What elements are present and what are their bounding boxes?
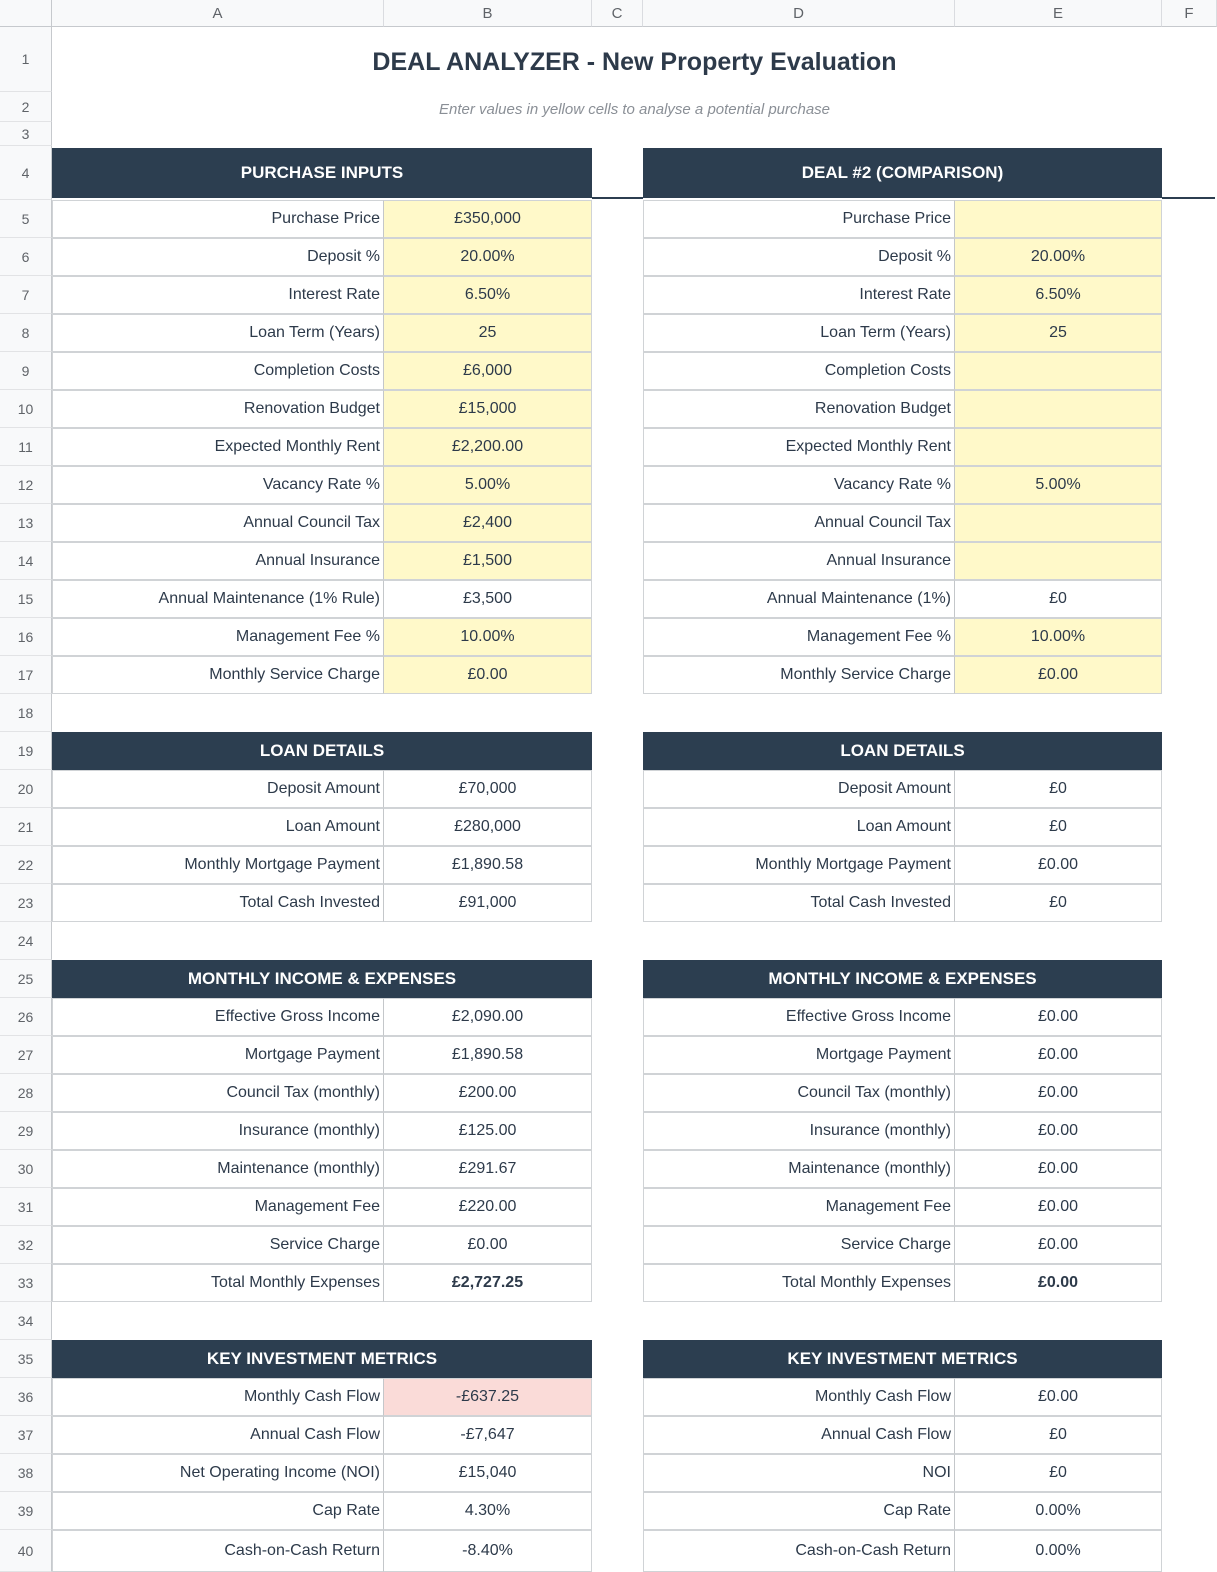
left-loan-row: [52, 808, 592, 846]
left-loan-row: [52, 846, 592, 884]
label-cell[interactable]: Cap Rate: [643, 1492, 955, 1530]
right-metrics-row: [643, 1492, 1162, 1530]
input-cell[interactable]: 25: [384, 314, 592, 352]
sheet-subtitle[interactable]: Enter values in yellow cells to analyse a potential purchase: [438, 100, 831, 118]
value-cell[interactable]: £0.00: [955, 1188, 1162, 1226]
label-cell[interactable]: Annual Council Tax: [643, 504, 955, 542]
label-cell[interactable]: Renovation Budget: [52, 390, 384, 428]
label-cell[interactable]: Monthly Cash Flow: [52, 1378, 384, 1416]
row-header-13[interactable]: 13: [0, 504, 52, 542]
row-header-40[interactable]: 40: [0, 1530, 52, 1572]
label-cell[interactable]: Purchase Price: [52, 200, 384, 238]
label-cell[interactable]: Monthly Cash Flow: [643, 1378, 955, 1416]
input-cell[interactable]: 25: [955, 314, 1162, 352]
left-income-row: [52, 1036, 592, 1074]
value-cell[interactable]: £0.00: [955, 1226, 1162, 1264]
left-purchase-row: [52, 276, 592, 314]
label-cell[interactable]: Council Tax (monthly): [643, 1074, 955, 1112]
label-cell[interactable]: Cash-on-Cash Return: [52, 1530, 384, 1572]
right-income-row: [643, 1036, 1162, 1074]
left-metrics-row: [52, 1530, 592, 1572]
column-header-f[interactable]: F: [1162, 0, 1217, 27]
left-purchase-header[interactable]: PURCHASE INPUTS: [52, 148, 592, 198]
left-metrics-row: [52, 1416, 592, 1454]
label-cell[interactable]: Loan Term (Years): [52, 314, 384, 352]
label-cell[interactable]: Effective Gross Income: [52, 998, 384, 1036]
label-cell[interactable]: Annual Council Tax: [52, 504, 384, 542]
input-cell[interactable]: £15,000: [384, 390, 592, 428]
value-cell[interactable]: £0.00: [955, 1378, 1162, 1416]
label-cell[interactable]: Management Fee: [643, 1188, 955, 1226]
row-header-3[interactable]: 3: [0, 122, 52, 146]
value-cell[interactable]: £1,890.58: [384, 846, 592, 884]
input-cell[interactable]: [955, 542, 1162, 580]
value-cell[interactable]: £0.00: [384, 1226, 592, 1264]
right-purchase-row: [643, 656, 1162, 694]
left-purchase-row: [52, 314, 592, 352]
left-income-row: [52, 1112, 592, 1150]
value-cell[interactable]: 0.00%: [955, 1492, 1162, 1530]
right-purchase-row: [643, 542, 1162, 580]
input-cell[interactable]: [955, 200, 1162, 238]
right-income-row: [643, 1264, 1162, 1302]
right-loan-header[interactable]: LOAN DETAILS: [643, 732, 1162, 770]
label-cell[interactable]: Expected Monthly Rent: [52, 428, 384, 466]
row-header-14[interactable]: 14: [0, 542, 52, 580]
row-header-7[interactable]: 7: [0, 276, 52, 314]
label-cell[interactable]: Maintenance (monthly): [52, 1150, 384, 1188]
row-header-11[interactable]: 11: [0, 428, 52, 466]
left-purchase-row: [52, 238, 592, 276]
input-cell[interactable]: 10.00%: [384, 618, 592, 656]
right-loan-row: [643, 770, 1162, 808]
right-loan-row: [643, 808, 1162, 846]
label-cell[interactable]: Total Monthly Expenses: [52, 1264, 384, 1302]
left-purchase-row: [52, 504, 592, 542]
right-purchase-header[interactable]: DEAL #2 (COMPARISON): [643, 148, 1162, 198]
column-header-e[interactable]: E: [955, 0, 1162, 27]
sheet-title[interactable]: DEAL ANALYZER - New Property Evaluation: [372, 47, 897, 76]
label-cell[interactable]: Deposit Amount: [52, 770, 384, 808]
label-cell[interactable]: Completion Costs: [52, 352, 384, 390]
input-cell[interactable]: 20.00%: [384, 238, 592, 276]
label-cell[interactable]: Management Fee: [52, 1188, 384, 1226]
value-cell[interactable]: -8.40%: [384, 1530, 592, 1572]
right-income-row: [643, 1226, 1162, 1264]
row-header-1[interactable]: 1: [0, 27, 52, 92]
label-cell[interactable]: Maintenance (monthly): [643, 1150, 955, 1188]
label-cell[interactable]: Service Charge: [643, 1226, 955, 1264]
label-cell[interactable]: Total Cash Invested: [643, 884, 955, 922]
row-header-4[interactable]: 4: [0, 146, 52, 200]
label-cell[interactable]: Vacancy Rate %: [643, 466, 955, 504]
label-cell[interactable]: Deposit %: [52, 238, 384, 276]
right-income-row: [643, 1150, 1162, 1188]
label-cell[interactable]: Interest Rate: [643, 276, 955, 314]
input-cell[interactable]: [955, 504, 1162, 542]
right-purchase-row: [643, 390, 1162, 428]
right-purchase-row: [643, 618, 1162, 656]
row-header-2[interactable]: 2: [0, 92, 52, 122]
right-metrics-row: [643, 1416, 1162, 1454]
left-income-row: [52, 1150, 592, 1188]
label-cell[interactable]: Monthly Mortgage Payment: [643, 846, 955, 884]
right-purchase-row: [643, 200, 1162, 238]
value-cell[interactable]: £291.67: [384, 1150, 592, 1188]
header-border-1: [592, 197, 643, 199]
value-cell[interactable]: £0: [955, 1416, 1162, 1454]
right-purchase-row: [643, 504, 1162, 542]
label-cell[interactable]: Vacancy Rate %: [52, 466, 384, 504]
row-header-22[interactable]: 22: [0, 846, 52, 884]
label-cell[interactable]: Annual Insurance: [643, 542, 955, 580]
input-cell[interactable]: £0.00: [955, 656, 1162, 694]
label-cell[interactable]: Deposit Amount: [643, 770, 955, 808]
right-purchase-row: [643, 466, 1162, 504]
value-cell[interactable]: £220.00: [384, 1188, 592, 1226]
left-income-row: [52, 1074, 592, 1112]
label-cell[interactable]: Annual Cash Flow: [52, 1416, 384, 1454]
value-cell[interactable]: £0: [955, 884, 1162, 922]
label-cell[interactable]: Interest Rate: [52, 276, 384, 314]
row-header-15[interactable]: 15: [0, 580, 52, 618]
label-cell[interactable]: Effective Gross Income: [643, 998, 955, 1036]
row-header-8[interactable]: 8: [0, 314, 52, 352]
row-header-35[interactable]: 35: [0, 1340, 52, 1378]
input-cell[interactable]: 5.00%: [384, 466, 592, 504]
label-cell[interactable]: Loan Amount: [643, 808, 955, 846]
label-cell[interactable]: Loan Term (Years): [643, 314, 955, 352]
label-cell[interactable]: Management Fee %: [52, 618, 384, 656]
right-purchase-row: [643, 314, 1162, 352]
label-cell[interactable]: Insurance (monthly): [52, 1112, 384, 1150]
row-header-34[interactable]: 34: [0, 1302, 52, 1340]
left-purchase-row: [52, 428, 592, 466]
row-header-5[interactable]: 5: [0, 200, 52, 238]
row-header-21[interactable]: 21: [0, 808, 52, 846]
left-metrics-row: [52, 1492, 592, 1530]
right-purchase-row: [643, 580, 1162, 618]
row-header-19[interactable]: 19: [0, 732, 52, 770]
row-header-32[interactable]: 32: [0, 1226, 52, 1264]
label-cell[interactable]: Monthly Service Charge: [52, 656, 384, 694]
input-cell[interactable]: 10.00%: [955, 618, 1162, 656]
value-cell[interactable]: £0.00: [955, 1150, 1162, 1188]
right-metrics-header[interactable]: KEY INVESTMENT METRICS: [643, 1340, 1162, 1378]
label-cell[interactable]: Mortgage Payment: [52, 1036, 384, 1074]
row-header-10[interactable]: 10: [0, 390, 52, 428]
left-purchase-row: [52, 656, 592, 694]
label-cell[interactable]: Renovation Budget: [643, 390, 955, 428]
value-cell[interactable]: £0.00: [955, 1074, 1162, 1112]
column-header-a[interactable]: A: [52, 0, 384, 27]
right-income-row: [643, 1112, 1162, 1150]
input-cell[interactable]: £1,500: [384, 542, 592, 580]
value-cell[interactable]: £1,890.58: [384, 1036, 592, 1074]
left-loan-header[interactable]: LOAN DETAILS: [52, 732, 592, 770]
left-purchase-row: [52, 200, 592, 238]
label-cell[interactable]: Mortgage Payment: [643, 1036, 955, 1074]
column-header-b[interactable]: B: [384, 0, 592, 27]
value-cell[interactable]: £3,500: [384, 580, 592, 618]
right-income-row: [643, 998, 1162, 1036]
value-cell[interactable]: £0.00: [955, 998, 1162, 1036]
left-purchase-row: [52, 542, 592, 580]
value-cell[interactable]: £0.00: [955, 1036, 1162, 1074]
input-cell[interactable]: £6,000: [384, 352, 592, 390]
row-header-9[interactable]: 9: [0, 352, 52, 390]
row-header-28[interactable]: 28: [0, 1074, 52, 1112]
left-purchase-row: [52, 390, 592, 428]
row-header-20[interactable]: 20: [0, 770, 52, 808]
label-cell[interactable]: Loan Amount: [52, 808, 384, 846]
label-cell[interactable]: Deposit %: [643, 238, 955, 276]
value-cell[interactable]: £0: [955, 808, 1162, 846]
input-cell[interactable]: £2,200.00: [384, 428, 592, 466]
left-purchase-row: [52, 466, 592, 504]
input-cell[interactable]: 6.50%: [955, 276, 1162, 314]
right-metrics-row: [643, 1378, 1162, 1416]
value-cell[interactable]: £15,040: [384, 1454, 592, 1492]
value-cell[interactable]: £0.00: [955, 846, 1162, 884]
value-cell[interactable]: £2,727.25: [384, 1264, 592, 1302]
right-purchase-row: [643, 428, 1162, 466]
input-cell[interactable]: 6.50%: [384, 276, 592, 314]
value-cell[interactable]: -£637.25: [384, 1378, 592, 1416]
value-cell[interactable]: £0: [955, 580, 1162, 618]
value-cell[interactable]: £0: [955, 770, 1162, 808]
label-cell[interactable]: Annual Cash Flow: [643, 1416, 955, 1454]
right-purchase-row: [643, 352, 1162, 390]
value-cell[interactable]: £91,000: [384, 884, 592, 922]
label-cell[interactable]: Service Charge: [52, 1226, 384, 1264]
row-header-16[interactable]: 16: [0, 618, 52, 656]
select-all-corner[interactable]: [0, 0, 52, 27]
label-cell[interactable]: Insurance (monthly): [643, 1112, 955, 1150]
row-header-37[interactable]: 37: [0, 1416, 52, 1454]
value-cell[interactable]: 4.30%: [384, 1492, 592, 1530]
label-cell[interactable]: Council Tax (monthly): [52, 1074, 384, 1112]
row-header-38[interactable]: 38: [0, 1454, 52, 1492]
row-header-39[interactable]: 39: [0, 1492, 52, 1530]
input-cell[interactable]: £350,000: [384, 200, 592, 238]
row-header-24[interactable]: 24: [0, 922, 52, 960]
input-cell[interactable]: 5.00%: [955, 466, 1162, 504]
value-cell[interactable]: £200.00: [384, 1074, 592, 1112]
column-header-d[interactable]: D: [643, 0, 955, 27]
label-cell[interactable]: Purchase Price: [643, 200, 955, 238]
header-border-2: [1162, 197, 1215, 199]
label-cell[interactable]: Total Cash Invested: [52, 884, 384, 922]
value-cell[interactable]: £2,090.00: [384, 998, 592, 1036]
right-income-row: [643, 1074, 1162, 1112]
label-cell[interactable]: Cap Rate: [52, 1492, 384, 1530]
left-purchase-row: [52, 352, 592, 390]
row-header-27[interactable]: 27: [0, 1036, 52, 1074]
value-cell[interactable]: £280,000: [384, 808, 592, 846]
left-income-row: [52, 998, 592, 1036]
value-cell[interactable]: 0.00%: [955, 1530, 1162, 1572]
left-loan-row: [52, 770, 592, 808]
input-cell[interactable]: [955, 390, 1162, 428]
row-header-33[interactable]: 33: [0, 1264, 52, 1302]
left-purchase-row: [52, 618, 592, 656]
label-cell[interactable]: Monthly Service Charge: [643, 656, 955, 694]
value-cell[interactable]: £70,000: [384, 770, 592, 808]
right-metrics-row: [643, 1454, 1162, 1492]
left-income-row: [52, 1264, 592, 1302]
right-income-row: [643, 1188, 1162, 1226]
label-cell[interactable]: Total Monthly Expenses: [643, 1264, 955, 1302]
left-income-row: [52, 1226, 592, 1264]
row-header-25[interactable]: 25: [0, 960, 52, 998]
value-cell[interactable]: £125.00: [384, 1112, 592, 1150]
label-cell[interactable]: Annual Maintenance (1% Rule): [52, 580, 384, 618]
input-cell[interactable]: £2,400: [384, 504, 592, 542]
row-header-23[interactable]: 23: [0, 884, 52, 922]
left-purchase-row: [52, 580, 592, 618]
label-cell[interactable]: Annual Maintenance (1%): [643, 580, 955, 618]
input-cell[interactable]: [955, 428, 1162, 466]
row-header-29[interactable]: 29: [0, 1112, 52, 1150]
right-metrics-row: [643, 1530, 1162, 1572]
row-header-36[interactable]: 36: [0, 1378, 52, 1416]
label-cell[interactable]: Cash-on-Cash Return: [643, 1530, 955, 1572]
input-cell[interactable]: £0.00: [384, 656, 592, 694]
left-metrics-row: [52, 1378, 592, 1416]
label-cell[interactable]: Monthly Mortgage Payment: [52, 846, 384, 884]
row-header-30[interactable]: 30: [0, 1150, 52, 1188]
value-cell[interactable]: £0.00: [955, 1264, 1162, 1302]
right-loan-row: [643, 884, 1162, 922]
row-header-12[interactable]: 12: [0, 466, 52, 504]
right-purchase-row: [643, 276, 1162, 314]
right-income-header[interactable]: MONTHLY INCOME & EXPENSES: [643, 960, 1162, 998]
input-cell[interactable]: 20.00%: [955, 238, 1162, 276]
left-income-row: [52, 1188, 592, 1226]
label-cell[interactable]: NOI: [643, 1454, 955, 1492]
row-header-6[interactable]: 6: [0, 238, 52, 276]
label-cell[interactable]: Completion Costs: [643, 352, 955, 390]
left-loan-row: [52, 884, 592, 922]
label-cell[interactable]: Management Fee %: [643, 618, 955, 656]
label-cell[interactable]: Expected Monthly Rent: [643, 428, 955, 466]
value-cell[interactable]: £0: [955, 1454, 1162, 1492]
left-metrics-header[interactable]: KEY INVESTMENT METRICS: [52, 1340, 592, 1378]
right-purchase-row: [643, 238, 1162, 276]
label-cell[interactable]: Annual Insurance: [52, 542, 384, 580]
column-header-c[interactable]: C: [592, 0, 643, 27]
value-cell[interactable]: -£7,647: [384, 1416, 592, 1454]
row-header-18[interactable]: 18: [0, 694, 52, 732]
left-income-header[interactable]: MONTHLY INCOME & EXPENSES: [52, 960, 592, 998]
row-header-17[interactable]: 17: [0, 656, 52, 694]
label-cell[interactable]: Net Operating Income (NOI): [52, 1454, 384, 1492]
left-metrics-row: [52, 1454, 592, 1492]
row-header-31[interactable]: 31: [0, 1188, 52, 1226]
value-cell[interactable]: £0.00: [955, 1112, 1162, 1150]
input-cell[interactable]: [955, 352, 1162, 390]
row-header-26[interactable]: 26: [0, 998, 52, 1036]
right-loan-row: [643, 846, 1162, 884]
